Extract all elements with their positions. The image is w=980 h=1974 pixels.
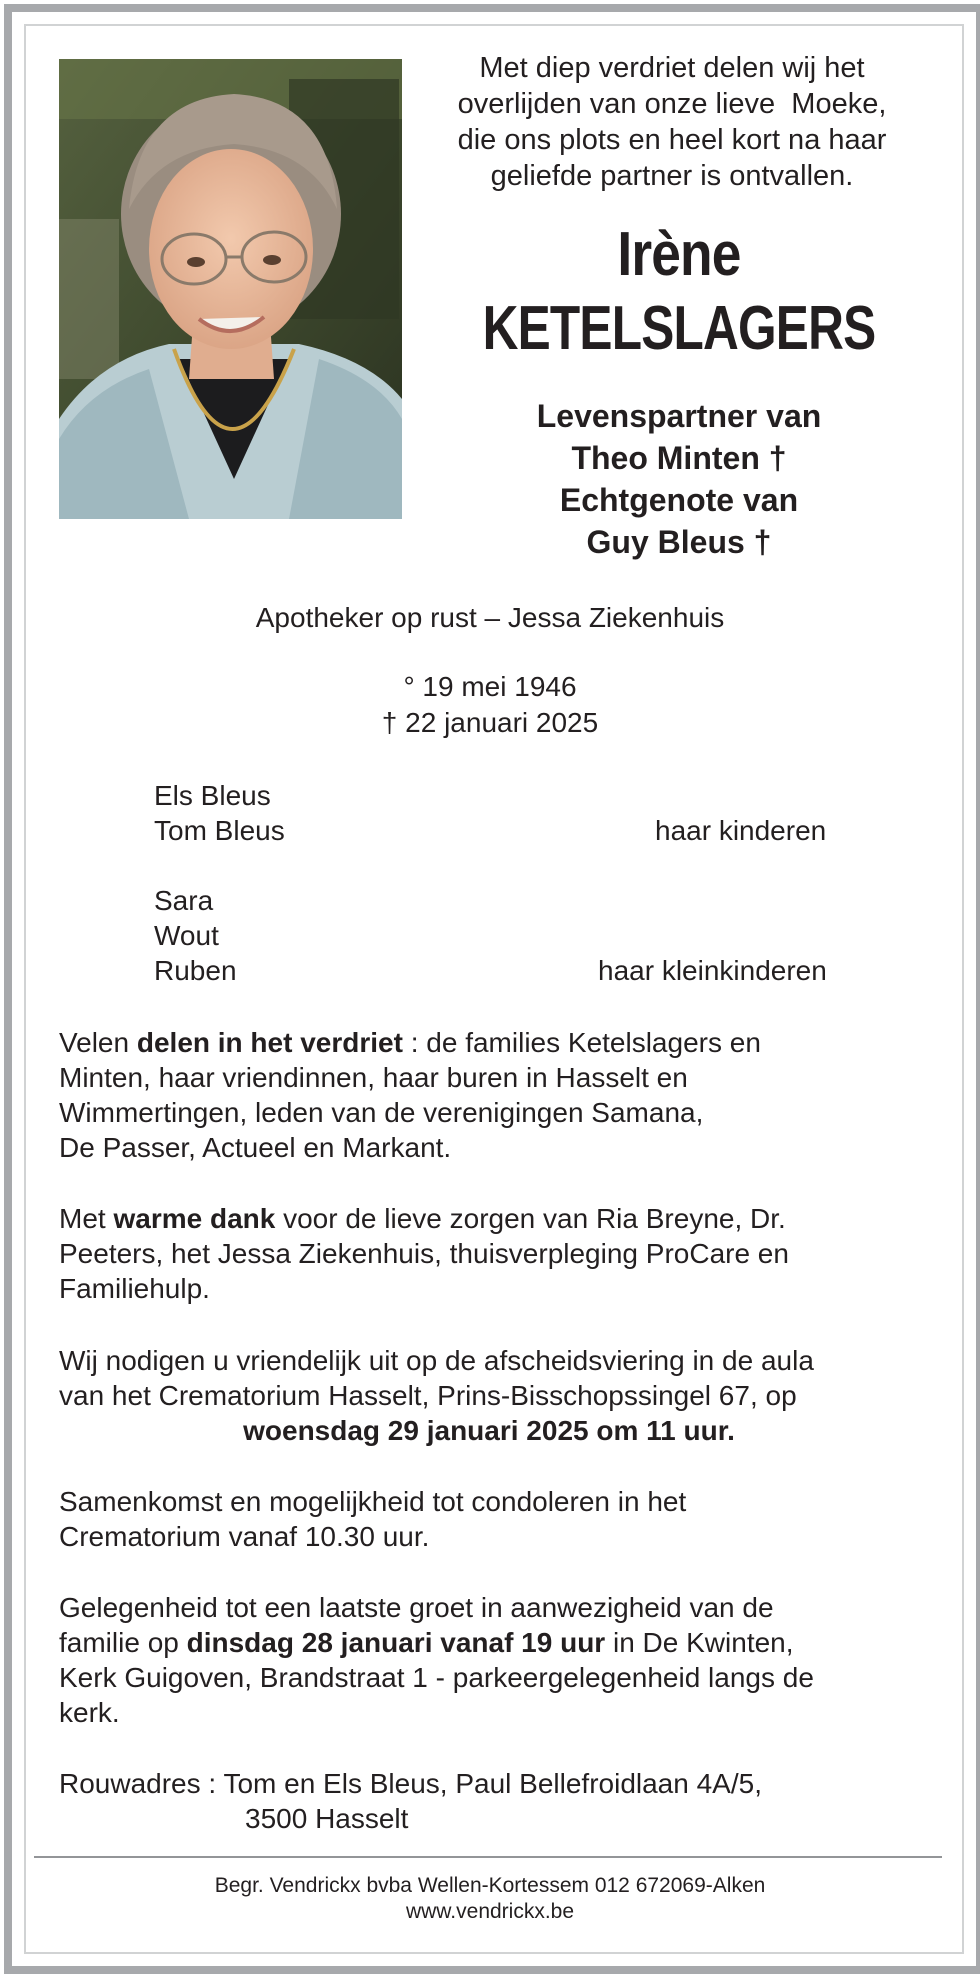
paragraph-sympathy <box>59 1025 919 1165</box>
mourning-address <box>59 1766 919 1836</box>
intro-line: geliefde partner is ontvallen. <box>490 160 854 192</box>
bold-text: dinsdag 28 januari vanaf 19 uur <box>186 1627 606 1658</box>
text-line: Familiehulp. <box>59 1273 210 1304</box>
text-line: Gelegenheid tot een laatste groet in aanwezigheid van de <box>59 1592 774 1623</box>
intro-line: overlijden van onze lieve Moeke, <box>457 88 887 120</box>
text-line: Samenkomst en mogelijkheid tot condoleren in het <box>59 1486 687 1517</box>
grandchildren-names <box>154 883 237 988</box>
grandchild-name: Wout <box>154 920 219 951</box>
text-line: Minten, haar vriendinnen, haar buren in Hasselt en <box>59 1062 688 1093</box>
text: Velen <box>59 1027 137 1058</box>
footer-line: Begr. Vendrickx bvba Wellen-Kortessem 012 672069-Alken <box>214 1874 766 1897</box>
intro-text <box>420 50 924 194</box>
portrait-photo <box>59 59 402 519</box>
text-line: Kerk Guigoven, Brandstraat 1 - parkeergelegenheid langs de <box>59 1662 814 1693</box>
child-name: Els Bleus <box>154 780 271 811</box>
intro-line: Met diep verdriet delen wij het <box>479 52 865 84</box>
text-line: Wimmertingen, leden van de verenigingen Samana, <box>59 1097 704 1128</box>
address-line: Rouwadres : Tom en Els Bleus, Paul Bellefroidlaan 4A/5, <box>59 1768 762 1799</box>
text: : de families Ketelslagers en <box>402 1027 761 1058</box>
undertaker-footer <box>0 1873 980 1925</box>
child-name: Tom Bleus <box>154 815 285 846</box>
partner-line: Echtgenote van <box>559 482 799 518</box>
text: in De Kwinten, <box>605 1627 794 1658</box>
text-line: De Passer, Actueel en Markant. <box>59 1132 452 1163</box>
children-label: haar kinderen <box>655 815 827 846</box>
partner-line: Levenspartner van <box>536 398 822 434</box>
profession: Apotheker op rust – Jessa Ziekenhuis <box>255 602 725 633</box>
text: familie op <box>59 1627 187 1658</box>
grandchild-name: Sara <box>154 885 214 916</box>
text-line: kerk. <box>59 1697 120 1728</box>
paragraph-farewell <box>59 1590 919 1730</box>
footer-divider <box>34 1856 942 1858</box>
bold-text: delen in het verdriet <box>136 1027 403 1058</box>
birth-date: ° 19 mei 1946 <box>403 671 577 702</box>
text: Met <box>59 1203 114 1234</box>
text: voor de lieve zorgen van Ria Breyne, Dr. <box>275 1203 786 1234</box>
partners-block <box>420 395 938 563</box>
address-line: 3500 Hasselt <box>245 1803 409 1834</box>
ceremony-date: woensdag 29 januari 2025 om 11 uur. <box>243 1415 735 1446</box>
text-line: Wij nodigen u vriendelijk uit op de afscheidsviering in de aula <box>59 1345 814 1376</box>
intro-line: die ons plots en heel kort na haar <box>457 124 887 156</box>
children-names <box>154 778 285 848</box>
bold-text: warme dank <box>113 1203 276 1234</box>
partner-line: Theo Minten † <box>571 440 787 476</box>
deceased-first-name: Irène <box>617 220 741 289</box>
grandchild-name: Ruben <box>154 955 237 986</box>
paragraph-thanks <box>59 1201 919 1306</box>
partner-line: Guy Bleus † <box>586 524 772 560</box>
life-dates <box>0 669 980 741</box>
death-date: † 22 januari 2025 <box>381 707 599 738</box>
text-line: Peeters, het Jessa Ziekenhuis, thuisverpleging ProCare en <box>59 1238 789 1269</box>
footer-website: www.vendrickx.be <box>405 1900 575 1923</box>
text-line: van het Crematorium Hasselt, Prins-Bisschopssingel 67, op <box>59 1380 797 1411</box>
grandchildren-label: haar kleinkinderen <box>598 955 827 986</box>
deceased-last-name: KETELSLAGERS <box>482 294 876 363</box>
paragraph-gathering <box>59 1484 919 1554</box>
text-line: Crematorium vanaf 10.30 uur. <box>59 1521 430 1552</box>
paragraph-ceremony <box>59 1343 919 1448</box>
